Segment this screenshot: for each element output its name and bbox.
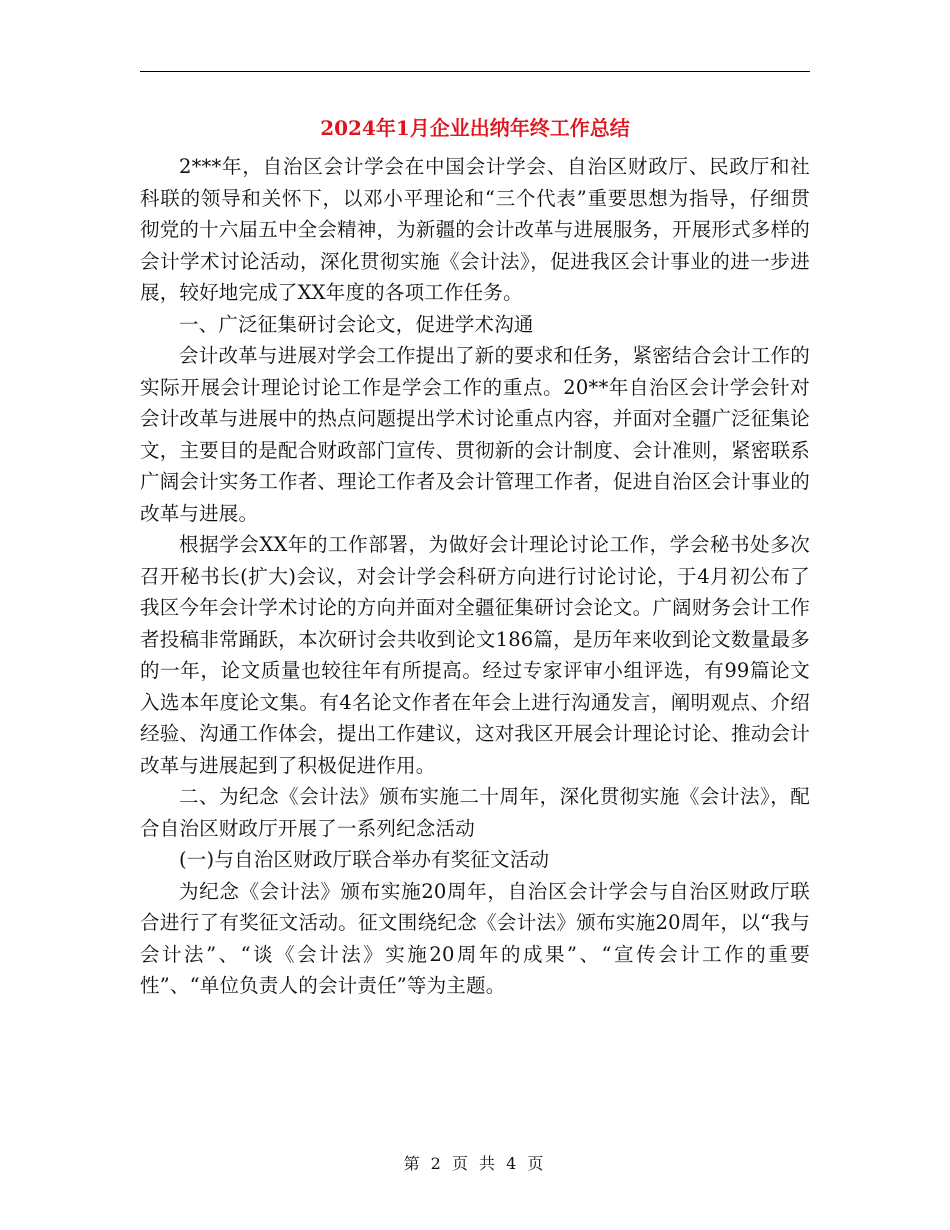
header-rule — [140, 71, 810, 72]
body-paragraph: 会计改革与进展对学会工作提出了新的要求和任务，紧密结合会计工作的实际开展会计理论讨论工作是学会工作的重点。20**年自治区会计学会针对会计改革与进展中的热点问题提出学术讨论重点内容，并面对全疆广泛征集论文，主要目的是配合财政部门宣传、贯彻新的会计制度、会计准则，紧密联系广阔会计实务工作者、理论工作者及会计管理工作者，促进自治区会计事业的改革与进展。 — [140, 344, 810, 525]
body-paragraph: 根据学会XX年的工作部署，为做好会计理论讨论工作，学会秘书处多次召开秘书长(扩大)会议，对会计学会科研方向进行讨论讨论，于4月初公布了我区今年会计学术讨论的方向并面对全疆征集研讨会论文。广阔财务会计工作者投稿非常踊跃，本次研讨会共收到论文186篇，是历年来收到论文数量最多的一年，论文质量也较往年有所提高。经过专家评审小组评选，有99篇论文入选本年度论文集。有4名论文作者在年会上进行沟通发言，阐明观点、介绍经验、沟通工作体会，提出工作建议，这对我区开展会计理论讨论、推动会计改革与进展起到了积极促进作用。 — [140, 533, 810, 777]
section-heading-1: 一、广泛征集研讨会论文，促进学术沟通 — [179, 312, 534, 336]
document-title: 2024年1月企业出纳年终工作总结 — [320, 116, 630, 140]
section-heading-2: 二、为纪念《会计法》颁布实施二十周年，深化贯彻实施《会计法》，配合自治区财政厅开展了一系列纪念活动 — [140, 785, 810, 840]
document-body — [140, 151, 810, 1002]
body-paragraph: 为纪念《会计法》颁布实施20周年，自治区会计学会与自治区财政厅联合进行了有奖征文活动。征文围绕纪念《会计法》颁布实施20周年，以“我与会计法”、“谈《会计法》实施20周年的成果”、“宣传会计工作的重要性”、“单位负责人的会计责任”等为主题。 — [140, 879, 810, 997]
intro-paragraph: 2***年，自治区会计学会在中国会计学会、自治区财政厅、民政厅和社科联的领导和关怀下，以邓小平理论和“三个代表”重要思想为指导，仔细贯彻党的十六届五中全会精神，为新疆的会计改革与进展服务，开展形式多样的会计学术讨论活动，深化贯彻实施《会计法》，促进我区会计事业的进一步进展，较好地完成了XX年度的各项工作任务。 — [140, 155, 810, 304]
subsection-heading: (一)与自治区财政厅联合举办有奖征文活动 — [179, 848, 550, 871]
page-number: 第 2 页 共 4 页 — [403, 1154, 547, 1173]
